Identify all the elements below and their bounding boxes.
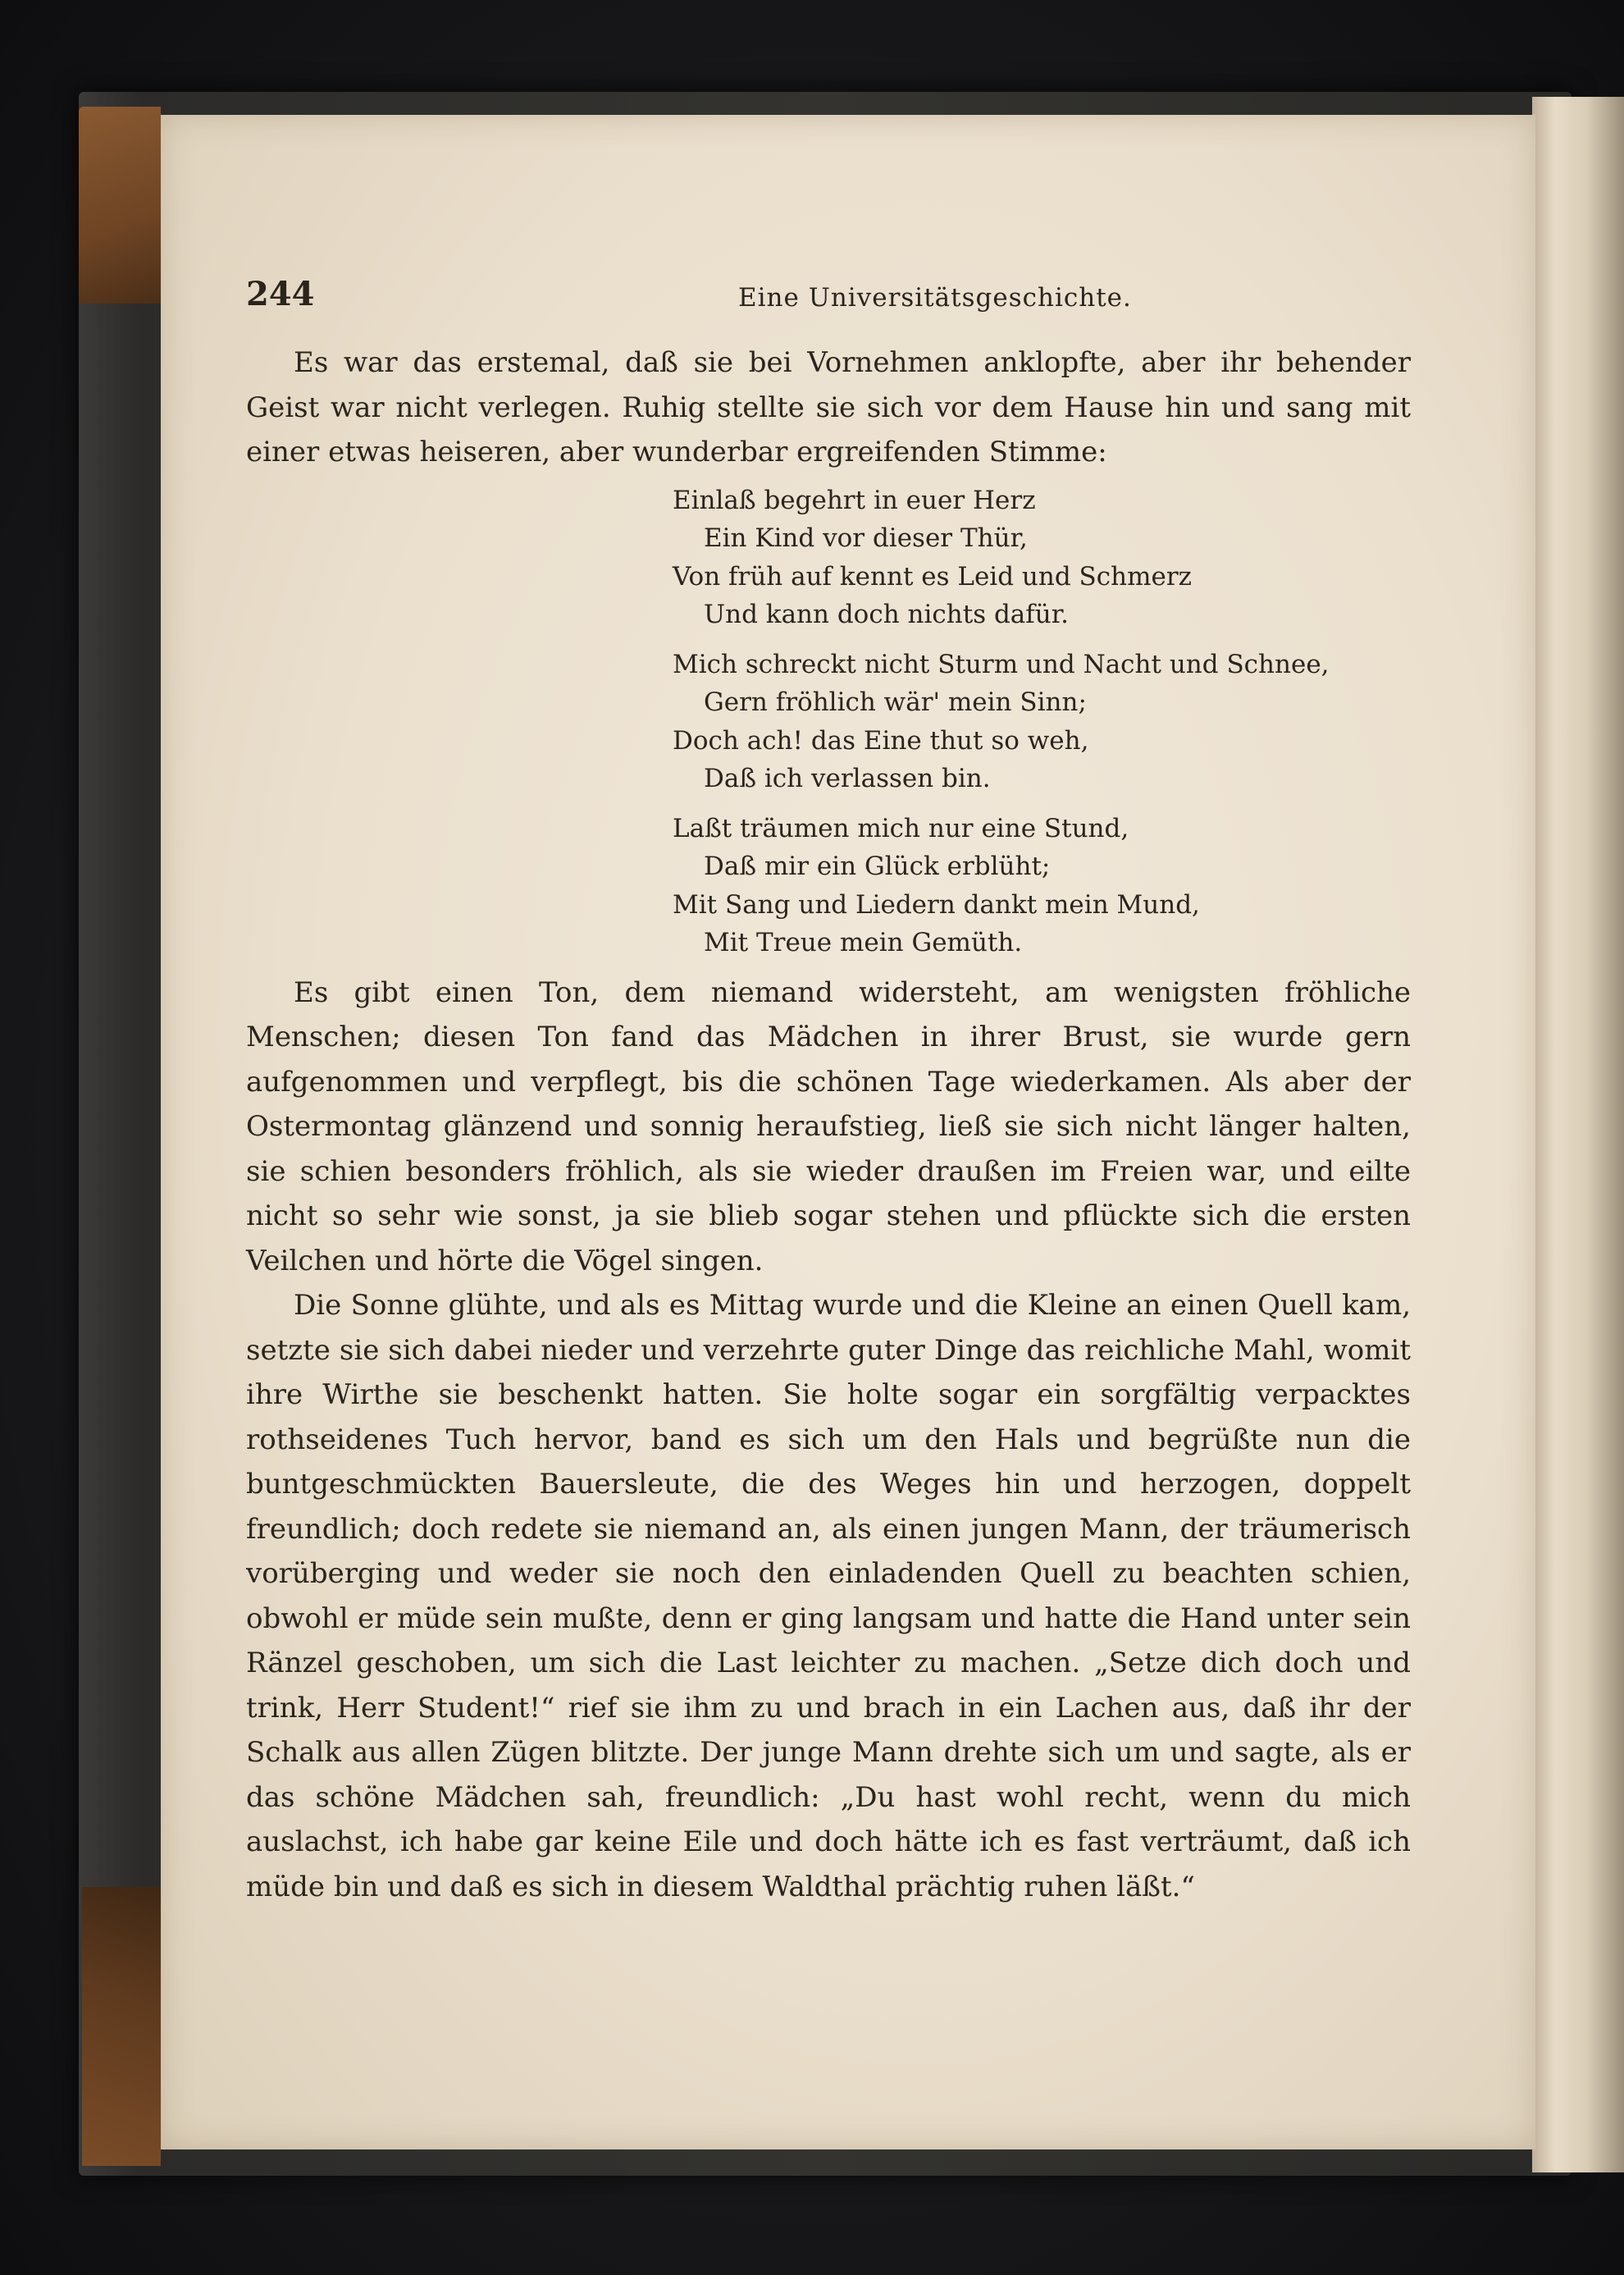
leather-corner-bottom <box>82 1887 161 2166</box>
paragraph-sonne: Die Sonne glühte, und als es Mittag wurde und die Kleine an einen Quell kam, setzte sie sich dabei nieder und verzehrte guter Dinge das reichliche Mahl, womit ihre Wirthe sie beschenkt hatten. Sie holte sogar ein sorgfältig verpacktes rothseidenes Tuch hervor, band es sich um den Hals und begrüßte nun die buntgeschmückten Bauersleute, die des Weges hin und herzogen, doppelt freundlich; doch redete sie niemand an, als einen jungen Mann, der träumerisch vorüberging und weder sie noch den einladenden Quell zu beachten schien, obwohl er müde sein mußte, denn er ging langsam und hatte die Hand unter sein Ränzel geschoben, um sich die Last leichter zu machen. „Setze dich doch und trink, Herr Student!“ rief sie ihm zu und brach in ein Lachen aus, daß ihr der Schalk aus allen Zügen blitzte. Der junge Mann drehte sich um und sagte, als er das schöne Mädchen sah, freundlich: „Du hast wohl recht, wenn du mich auslachst, ich habe gar keine Eile und doch hätte ich es fast verträumt, daß ich müde bin und daß es sich in diesem Waldthal prächtig ruhen läßt.“ <box>246 1289 1411 1903</box>
poem-line: Laßt träumen mich nur eine Stund, <box>673 813 1129 843</box>
poem-line: Einlaß begehrt in euer Herz <box>673 485 1036 515</box>
page-edge-stack <box>1532 97 1624 2172</box>
leather-corner-top <box>79 107 161 304</box>
poem-stanza-3 <box>673 810 1411 962</box>
poem-line: Doch ach! das Eine thut so weh, <box>673 725 1089 756</box>
poem-line: Von früh auf kennt es Leid und Schmerz <box>673 561 1192 592</box>
poem-line: Mit Sang und Liedern dankt mein Mund, <box>673 889 1200 920</box>
poem-line: Daß mir ein Glück erblüht; <box>704 852 1051 881</box>
poem-line: Und kann doch nichts dafür. <box>704 600 1069 629</box>
poem-stanza-1 <box>673 482 1411 634</box>
poem-stanza-2 <box>673 646 1411 798</box>
paragraph-intro: Es war das erstemal, daß sie bei Vornehmen anklopfte, aber ihr behender Geist war nicht verlegen. Ruhig stellte sie sich vor dem Hause hin und sang mit einer etwas heiseren, aber wunderbar ergreifenden Stimme: <box>246 346 1411 468</box>
page-header <box>246 275 1411 324</box>
body-text <box>246 340 1411 1909</box>
poem-line: Mich schreckt nicht Sturm und Nacht und Schnee, <box>673 649 1330 679</box>
poem-line: Mit Treue mein Gemüth. <box>704 928 1023 957</box>
running-head: Eine Universitätsgeschichte. <box>738 283 1132 313</box>
page-number: 244 <box>246 275 315 313</box>
paragraph-ton: Es gibt einen Ton, dem niemand widersteht, am wenigsten fröhliche Menschen; diesen Ton fand das Mädchen in ihrer Brust, sie wurde gern aufgenommen und verpflegt, bis die schönen Tage wiederkamen. Als aber der Ostermontag glänzend und sonnig heraufstieg, ließ sie sich nicht länger halten, sie schien besonders fröhlich, als sie wieder draußen im Freien war, und eilte nicht so sehr wie sonst, ja sie blieb sogar stehen und pflückte sich die ersten Veilchen und hörte die Vögel singen. <box>246 975 1411 1277</box>
poem-line: Gern fröhlich wär' mein Sinn; <box>704 688 1087 717</box>
poem-line: Ein Kind vor dieser Thür, <box>704 523 1028 553</box>
poem-line: Daß ich verlassen bin. <box>704 764 991 793</box>
poem <box>246 482 1411 962</box>
